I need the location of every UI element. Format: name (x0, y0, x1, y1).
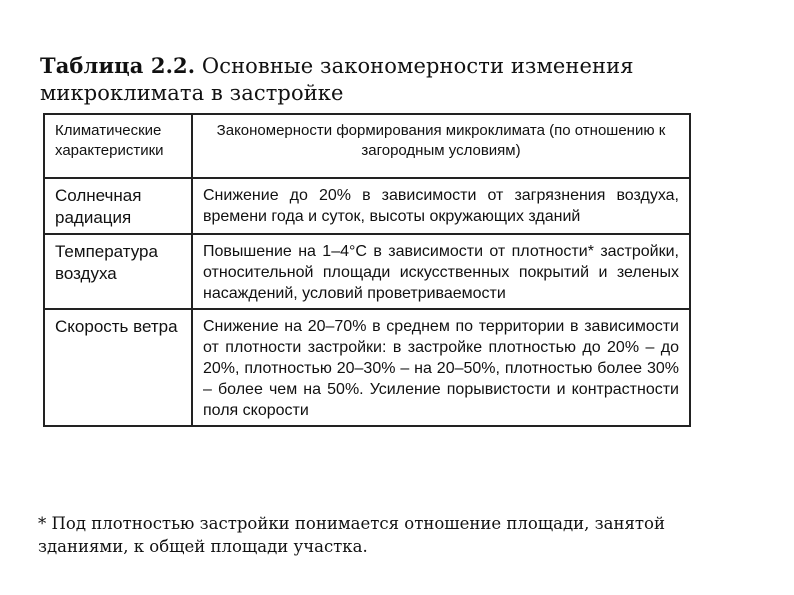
table-row (44, 234, 690, 309)
table-caption (40, 52, 700, 107)
header-characteristics: Климатические характеристики (44, 114, 192, 178)
row-pattern: Снижение до 20% в зависимости от загрязнения воздуха, времени года и суток, высоты окружающих зданий (192, 178, 690, 234)
footnote: * Под плотностью застройки понимается отношение площади, занятой зданиями, к общей площади участка. (38, 514, 665, 556)
table-number: Таблица 2.2. (40, 53, 196, 78)
header-patterns: Закономерности формирования микроклимата (по отношению к загородным условиям) (192, 114, 690, 178)
table-header-row (44, 114, 690, 178)
table-title: Основные закономерности изменения микроклимата в застройке (40, 54, 634, 105)
row-characteristic: Скорость ветра (44, 309, 192, 426)
microclimate-table (43, 113, 691, 427)
table-row (44, 309, 690, 426)
row-pattern: Снижение на 20–70% в среднем по территории в зависимости от плотности застройки: в застройке плотностью до 20% – до 20%, плотностью 20–30% – на 20–50%, плотностью более 30% – более чем на 50%. Усиление порывистости и контрастности поля скорости (192, 309, 690, 426)
row-pattern: Повышение на 1–4°С в зависимости от плотности* застройки, относительной площади искусственных покрытий и зеленых насаждений, условий проветриваемости (192, 234, 690, 309)
table-row (44, 178, 690, 234)
table-container (43, 113, 691, 427)
row-characteristic: Солнечная радиация (44, 178, 192, 234)
row-characteristic: Температура воздуха (44, 234, 192, 309)
